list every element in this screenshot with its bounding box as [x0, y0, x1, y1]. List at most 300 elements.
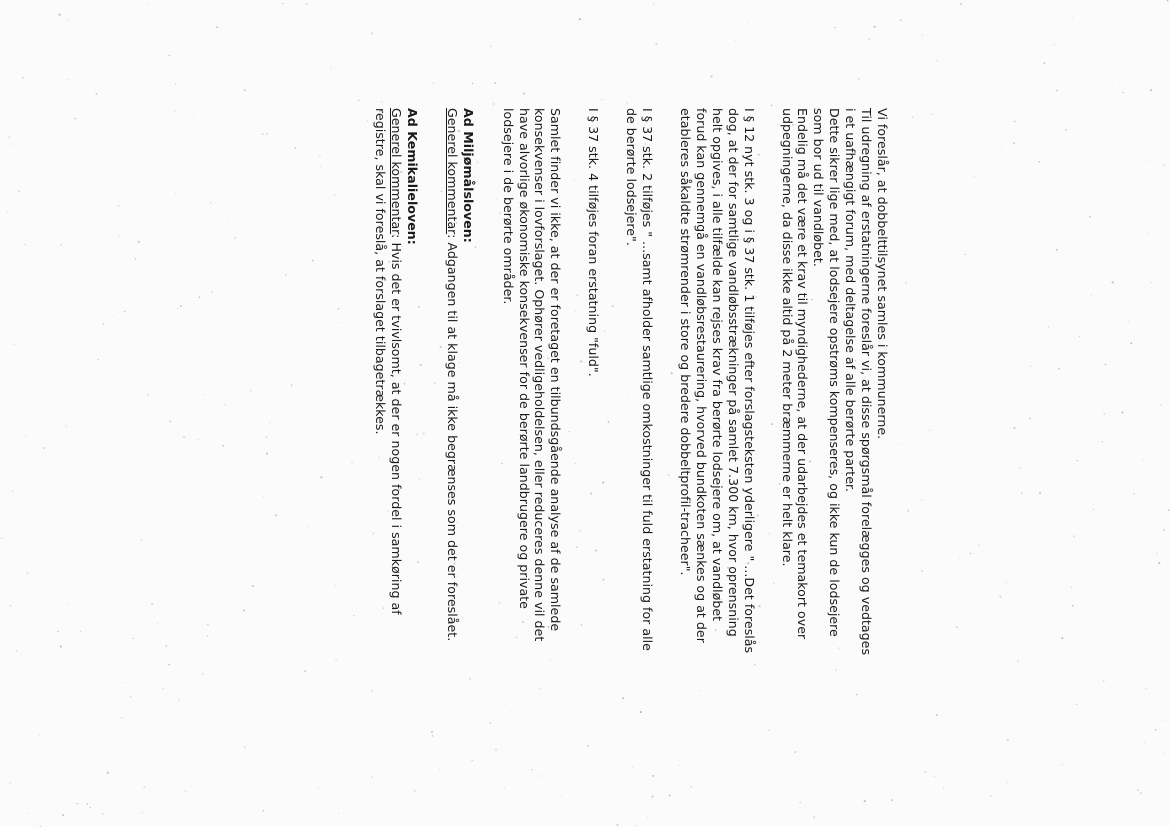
scan-speck — [142, 812, 143, 813]
scan-speck — [336, 660, 337, 661]
scan-speck — [1002, 221, 1003, 222]
scan-speck — [275, 514, 277, 516]
scan-speck — [97, 359, 99, 361]
scan-speck — [7, 212, 8, 213]
scan-speck — [653, 3, 654, 4]
scan-speck — [1164, 752, 1165, 753]
scan-speck — [771, 104, 773, 106]
scan-speck — [143, 786, 145, 788]
scan-speck — [432, 735, 433, 736]
scan-speck — [655, 43, 657, 45]
scan-speck — [1093, 509, 1094, 510]
scan-speck — [338, 813, 339, 814]
scan-speck — [202, 394, 203, 395]
scan-speck — [27, 573, 28, 574]
scan-speck — [890, 225, 891, 226]
text-line: etableres såkaldte strømrender i store og bredere dobbeltprofil-tracheer". — [678, 108, 694, 576]
scan-speck — [1019, 467, 1021, 469]
scan-speck — [117, 205, 119, 207]
scan-speck — [921, 570, 923, 572]
scan-speck — [144, 534, 145, 535]
scan-speck — [365, 714, 366, 715]
scan-speck — [307, 3, 308, 4]
scan-speck — [10, 605, 11, 606]
scan-speck — [538, 775, 539, 776]
scan-speck — [358, 100, 360, 102]
scan-speck — [1043, 62, 1045, 64]
intro-paragraph — [779, 108, 890, 708]
scan-speck — [711, 75, 713, 77]
kemikalieloven-section — [372, 108, 420, 708]
scan-speck — [1165, 719, 1166, 720]
scan-speck — [999, 596, 1001, 598]
text-line: udpegningerne, da disse ikke altid på 2 meter bræmmerne er helt klare. — [779, 108, 795, 567]
scan-speck — [118, 235, 120, 237]
scan-speck — [1001, 149, 1002, 150]
scan-speck — [207, 635, 208, 636]
scan-speck — [1146, 160, 1147, 161]
scan-speck — [322, 321, 323, 322]
scan-speck — [1134, 493, 1135, 494]
scan-speck — [350, 501, 351, 502]
scan-speck — [169, 421, 171, 423]
scan-speck — [266, 453, 268, 455]
scan-speck — [243, 609, 245, 611]
scan-speck — [319, 155, 320, 156]
scan-speck — [1013, 142, 1015, 144]
scan-speck — [322, 211, 323, 212]
scan-speck — [1076, 704, 1077, 705]
scan-speck — [367, 120, 368, 121]
scan-speck — [244, 89, 246, 91]
text-line: som bor ud til vandløbet. — [811, 108, 827, 267]
comment-text: : Hvis det er tvivlsomt, at der er nogen fordel i samkøring af — [389, 234, 405, 615]
text-line: registre, skal vi foreslå, at forslaget tilbagetrækkes. — [373, 108, 389, 435]
scan-speck — [216, 26, 218, 28]
scan-speck — [669, 794, 671, 796]
scan-speck — [1160, 404, 1161, 405]
text-line: I § 12 nyt stk. 3 og i § 37 stk. 1 tilføjes efter forslagsteksten yderligere " ...Det foreslås — [741, 108, 757, 654]
scan-speck — [1056, 90, 1058, 92]
text-line: i et uafhængigt forum, med deltagelse af alle berørte parter. — [843, 108, 859, 493]
scan-speck — [1103, 680, 1105, 682]
scan-speck — [165, 645, 167, 647]
scan-speck — [28, 813, 29, 814]
scan-speck — [1103, 413, 1105, 415]
scan-speck — [978, 544, 980, 546]
scan-speck — [924, 771, 926, 773]
scan-speck — [175, 193, 176, 194]
scan-speck — [227, 220, 228, 221]
scan-speck — [5, 415, 6, 416]
scan-speck — [107, 772, 109, 774]
scan-speck — [891, 799, 893, 801]
scan-speck — [130, 696, 131, 697]
scan-speck — [1156, 553, 1157, 554]
scan-speck — [1079, 336, 1080, 337]
paragraph-37-2 — [623, 108, 655, 708]
scan-speck — [67, 79, 68, 80]
scan-speck — [133, 638, 134, 639]
scan-speck — [121, 717, 122, 718]
rotated-letter-text — [372, 108, 890, 708]
scan-speck — [266, 133, 268, 135]
scan-speck — [47, 234, 48, 235]
scan-speck — [1121, 411, 1123, 413]
scan-speck — [113, 316, 114, 317]
scan-speck — [1122, 92, 1124, 94]
scan-speck — [107, 771, 108, 772]
scan-speck — [912, 116, 914, 118]
scan-speck — [312, 260, 314, 262]
scan-speck — [225, 65, 226, 66]
scan-speck — [858, 78, 860, 80]
scan-speck — [304, 670, 306, 672]
paragraph-37-4 — [585, 108, 601, 708]
scan-speck — [647, 817, 648, 818]
scan-speck — [74, 118, 76, 120]
scan-speck — [636, 825, 637, 826]
scan-speck — [834, 27, 835, 28]
scan-speck — [169, 55, 171, 57]
scan-speck — [1, 537, 2, 538]
scan-speck — [90, 807, 91, 808]
scan-speck — [210, 202, 212, 204]
scan-speck — [414, 790, 416, 792]
scan-speck — [174, 110, 176, 112]
scan-speck — [8, 136, 10, 138]
text-line: I § 37 stk. 4 tilføjes foran erstatning "fuld". — [586, 108, 602, 377]
scan-speck — [748, 23, 749, 24]
section-heading: Ad Kemikalieloven: — [404, 108, 420, 245]
text-line: lodsejere i de berørte områder. — [500, 108, 516, 305]
scan-speck — [1105, 364, 1107, 366]
scan-speck — [330, 68, 331, 69]
scan-speck — [234, 237, 236, 239]
scan-speck — [74, 290, 75, 291]
scan-speck — [874, 26, 876, 28]
scan-speck — [162, 688, 164, 690]
scan-speck — [439, 770, 440, 771]
scan-speck — [362, 627, 363, 628]
scan-speck — [1102, 441, 1103, 442]
scan-speck — [1061, 637, 1063, 639]
scan-speck — [269, 423, 270, 424]
scan-speck — [177, 308, 178, 309]
scan-speck — [472, 83, 473, 84]
scan-speck — [800, 802, 801, 803]
miljomalsloven-section — [444, 108, 476, 708]
scan-speck — [956, 626, 958, 628]
scan-speck — [1119, 84, 1120, 85]
scan-speck — [1013, 427, 1015, 429]
scan-speck — [338, 308, 340, 310]
scan-speck — [1140, 792, 1142, 794]
scan-speck — [1029, 418, 1030, 419]
scan-speck — [626, 102, 627, 103]
scan-speck — [1151, 282, 1152, 283]
scan-speck — [341, 322, 342, 323]
scan-speck — [168, 664, 170, 666]
scan-speck — [180, 305, 182, 307]
scan-speck — [25, 436, 26, 437]
scan-speck — [371, 32, 373, 34]
scan-speck — [718, 821, 719, 822]
scan-speck — [461, 748, 462, 749]
scan-speck — [934, 776, 935, 777]
scan-speck — [616, 824, 618, 826]
scan-speck — [1056, 249, 1058, 251]
scan-speck — [351, 461, 353, 463]
scan-speck — [335, 585, 336, 586]
scan-speck — [66, 425, 68, 427]
scan-speck — [207, 623, 209, 625]
scan-speck — [226, 95, 227, 96]
scan-speck — [964, 343, 965, 344]
scan-speck — [1112, 281, 1114, 283]
scan-speck — [964, 254, 966, 256]
scan-speck — [1155, 729, 1157, 731]
text-line: de berørte lodsejere". — [624, 108, 640, 246]
scan-speck — [149, 3, 150, 4]
scan-speck — [178, 699, 180, 701]
scan-speck — [490, 45, 492, 47]
scan-speck — [141, 539, 142, 540]
scan-speck — [185, 790, 187, 792]
scan-speck — [335, 514, 336, 515]
scan-speck — [183, 436, 185, 438]
scan-speck — [936, 714, 938, 716]
scan-speck — [1077, 188, 1078, 189]
scan-speck — [640, 711, 642, 713]
scan-speck — [929, 430, 931, 432]
scan-speck — [794, 751, 796, 753]
text-line — [388, 108, 404, 708]
scan-speck — [86, 803, 88, 805]
scan-speck — [43, 447, 45, 449]
scan-speck — [959, 558, 960, 559]
scan-speck — [936, 60, 938, 62]
scan-speck — [1072, 605, 1074, 607]
scan-speck — [320, 476, 322, 478]
scan-speck — [905, 282, 907, 284]
scan-speck — [690, 786, 691, 787]
scan-speck — [471, 760, 472, 761]
scan-speck — [999, 23, 1000, 24]
scan-speck — [60, 244, 62, 246]
scan-speck — [1167, 0, 1169, 1]
scan-speck — [59, 14, 61, 16]
scan-speck — [531, 769, 532, 770]
scan-speck — [900, 20, 902, 22]
scan-speck — [318, 787, 319, 788]
scan-speck — [1006, 782, 1007, 783]
scan-speck — [1017, 660, 1018, 661]
scan-speck — [1089, 216, 1091, 218]
scan-speck — [381, 101, 382, 102]
scan-speck — [974, 176, 975, 177]
scan-speck — [371, 777, 372, 778]
scan-speck — [1158, 562, 1160, 564]
scan-speck — [990, 796, 991, 797]
scan-speck — [1144, 742, 1145, 743]
scan-speck — [1137, 789, 1139, 791]
scan-speck — [561, 795, 562, 796]
scan-speck — [96, 93, 98, 95]
scan-speck — [943, 787, 944, 788]
scan-speck — [267, 207, 268, 208]
scan-speck — [1163, 529, 1165, 531]
scan-speck — [66, 604, 67, 605]
section-heading: Ad Miljømålsloven: — [460, 108, 476, 243]
text-line: Til udregning af erstatningerne foreslår vi, at disse spørgsmål forelægges og vedtages — [859, 108, 875, 656]
scan-speck — [9, 782, 11, 784]
scan-speck — [932, 114, 933, 115]
scan-speck — [225, 404, 226, 405]
scan-speck — [864, 800, 866, 802]
scan-speck — [651, 796, 653, 798]
scan-speck — [250, 390, 251, 391]
scan-speck — [1054, 44, 1055, 45]
scan-speck — [21, 46, 22, 47]
comment-label: Generel kommentar — [389, 108, 405, 235]
scan-speck — [222, 445, 224, 447]
scan-speck — [494, 82, 496, 84]
scan-speck — [1150, 89, 1152, 91]
scan-speck — [1128, 321, 1129, 322]
scan-speck — [193, 114, 194, 115]
text-line: I § 37 stk. 2 tilføjes " ...samt afholder samtlige omkostninger til fuld erstatning for alle — [640, 108, 656, 651]
scan-speck — [601, 99, 602, 100]
text-line: forud kan gennemgå en vandløbsrestaurering, hvorved bundkoten sænkes og at der — [693, 108, 709, 643]
text-line: Dette sikrer lige med, at lodsejere opstrøms kompenseres, og ikke kun de lodsejere — [827, 108, 843, 637]
scan-speck — [252, 585, 254, 587]
scan-speck — [151, 603, 152, 604]
scan-speck — [103, 323, 105, 325]
scan-speck — [431, 36, 432, 37]
scan-speck — [205, 317, 206, 318]
scan-speck — [970, 553, 972, 555]
scan-speck — [431, 731, 433, 733]
scan-speck — [1006, 582, 1007, 583]
scan-speck — [1030, 365, 1032, 367]
text-line: Vi foreslår, at dobbelttilsynet samles i kommunerne. — [875, 108, 890, 440]
scan-speck — [157, 623, 158, 624]
scan-speck — [433, 83, 434, 84]
scan-speck — [291, 384, 293, 386]
scan-speck — [320, 167, 321, 168]
scan-speck — [814, 816, 815, 817]
scan-speck — [1065, 129, 1067, 131]
scan-speck — [918, 739, 919, 740]
scan-speck — [1021, 492, 1023, 494]
scan-speck — [14, 343, 16, 345]
paragraph-12 — [677, 108, 757, 708]
scan-speck — [735, 40, 736, 41]
scan-speck — [60, 645, 62, 647]
scan-speck — [138, 241, 140, 243]
scan-speck — [523, 93, 525, 95]
scan-speck — [135, 258, 137, 260]
text-line — [444, 108, 460, 708]
scan-speck — [334, 194, 335, 195]
scan-speck — [1007, 739, 1009, 741]
scan-speck — [1077, 460, 1078, 461]
scan-speck — [102, 813, 104, 815]
text-line: Samlet finder vi ikke, at der er foretaget en tilbundsgående analyse af de samlede — [548, 108, 564, 632]
scan-speck — [211, 291, 213, 293]
scan-speck — [495, 749, 497, 751]
scan-speck — [1163, 165, 1164, 166]
scan-speck — [122, 682, 123, 683]
scan-speck — [631, 767, 633, 769]
scan-speck — [679, 765, 680, 766]
scan-speck — [1130, 342, 1132, 344]
scan-speck — [1146, 688, 1147, 689]
scan-speck — [922, 35, 923, 36]
scan-speck — [68, 20, 69, 21]
scan-speck — [147, 394, 149, 396]
scan-speck — [285, 274, 287, 276]
scan-speck — [1070, 586, 1072, 588]
scan-speck — [77, 803, 79, 805]
scan-speck — [202, 673, 203, 674]
scan-speck — [262, 134, 263, 135]
scan-speck — [1039, 492, 1041, 494]
scan-speck — [24, 244, 25, 245]
scan-speck — [1090, 295, 1091, 296]
scan-speck — [80, 631, 82, 633]
text-line: dog, at der for samtlige vandløbsstrækninger på samlet 7.300 km, hvor oprensning — [725, 108, 741, 637]
scan-speck — [266, 437, 268, 439]
scan-speck — [1014, 121, 1016, 123]
scan-speck — [492, 103, 494, 105]
scan-speck — [960, 3, 962, 5]
scan-speck — [18, 191, 20, 193]
scan-speck — [1038, 161, 1040, 163]
scan-speck — [953, 796, 954, 797]
scan-speck — [652, 775, 654, 777]
comment-text: : Adgangen til at klage må ikke begrænses som det er foreslået. — [444, 234, 460, 642]
comment-label: Generel kommentar — [444, 108, 460, 235]
scan-speck — [39, 734, 40, 735]
scan-speck — [244, 746, 246, 748]
scan-speck — [353, 615, 354, 616]
scan-speck — [923, 500, 924, 501]
text-line: Endelig må det være et krav til myndighederne, at der udarbejdes et temakort over — [795, 108, 811, 640]
scan-speck — [10, 144, 11, 145]
text-line: have alvorlige økonomiske konsekvenser for de berørte landbrugere og private — [516, 108, 532, 609]
scan-speck — [12, 491, 13, 492]
scan-speck — [907, 510, 909, 512]
text-line: helt opgives, i alle tilfælde kan rejses krav fra berørte lodsejere om, at vandløbet — [709, 108, 725, 622]
scan-speck — [22, 77, 24, 79]
scan-speck — [307, 526, 308, 527]
scan-speck — [920, 500, 921, 501]
scan-speck — [768, 730, 769, 731]
scan-speck — [305, 3, 307, 5]
scan-speck — [282, 3, 283, 4]
scan-speck — [263, 496, 264, 497]
scan-speck — [579, 18, 581, 20]
scan-speck — [489, 722, 491, 724]
scan-speck — [199, 296, 201, 298]
scan-speck — [62, 814, 64, 816]
scan-speck — [587, 745, 589, 747]
scan-speck — [504, 788, 505, 789]
text-line: konsekvenser i lovforslaget. Ophører vedligeholdelsen, eller reduceres denne vil det — [532, 108, 548, 642]
scan-speck — [57, 631, 59, 633]
